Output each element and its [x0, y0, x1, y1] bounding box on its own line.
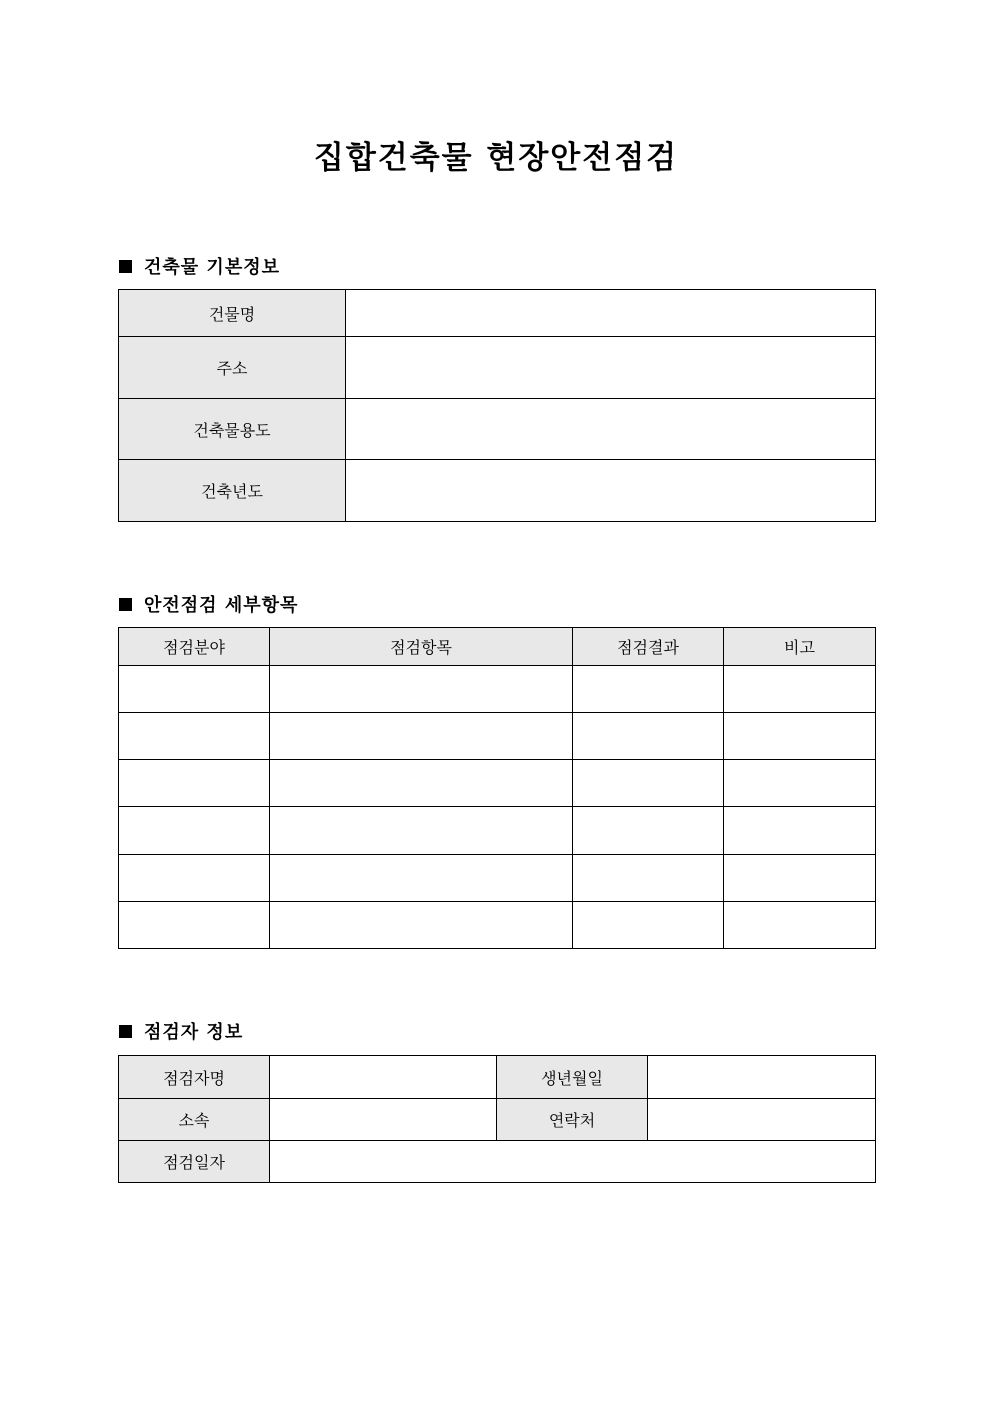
remarks-cell[interactable] — [724, 760, 876, 807]
section-heading-safety-check — [119, 591, 298, 617]
construction-year-field[interactable] — [346, 460, 876, 522]
result-cell[interactable] — [573, 807, 724, 855]
affiliation-field[interactable] — [270, 1099, 497, 1141]
label-inspection-date: 점검일자 — [119, 1141, 270, 1183]
label-birth-date: 생년월일 — [497, 1056, 648, 1099]
square-bullet-icon — [119, 260, 132, 273]
building-name-field[interactable] — [346, 290, 876, 337]
section-heading-basic-info — [119, 253, 280, 279]
table-row — [119, 855, 876, 902]
table-row — [119, 337, 876, 399]
label-address: 주소 — [119, 337, 346, 399]
remarks-cell[interactable] — [724, 666, 876, 713]
table-row — [119, 807, 876, 855]
building-use-field[interactable] — [346, 399, 876, 460]
contact-field[interactable] — [648, 1099, 876, 1141]
category-cell[interactable] — [119, 855, 270, 902]
remarks-cell[interactable] — [724, 902, 876, 949]
square-bullet-icon — [119, 1025, 132, 1038]
address-field[interactable] — [346, 337, 876, 399]
table-row — [119, 1056, 876, 1099]
column-header-remarks: 비고 — [724, 628, 876, 666]
table-header-row — [119, 628, 876, 666]
table-row — [119, 399, 876, 460]
item-cell[interactable] — [270, 713, 573, 760]
label-building-name: 건물명 — [119, 290, 346, 337]
square-bullet-icon — [119, 598, 132, 611]
category-cell[interactable] — [119, 807, 270, 855]
basic-info-table — [118, 289, 876, 522]
inspection-date-field[interactable] — [270, 1141, 876, 1183]
table-row — [119, 460, 876, 522]
document-title: 집합건축물 현장안전점검 — [313, 140, 679, 176]
section-heading-text: 건축물 기본정보 — [144, 257, 280, 278]
label-contact: 연락처 — [497, 1099, 648, 1141]
item-cell[interactable] — [270, 855, 573, 902]
remarks-cell[interactable] — [724, 807, 876, 855]
safety-check-table — [118, 627, 876, 949]
table-row — [119, 1099, 876, 1141]
column-header-item: 점검항목 — [270, 628, 573, 666]
item-cell[interactable] — [270, 807, 573, 855]
result-cell[interactable] — [573, 902, 724, 949]
result-cell[interactable] — [573, 666, 724, 713]
remarks-cell[interactable] — [724, 855, 876, 902]
result-cell[interactable] — [573, 855, 724, 902]
table-row — [119, 1141, 876, 1183]
table-row — [119, 713, 876, 760]
label-construction-year: 건축년도 — [119, 460, 346, 522]
category-cell[interactable] — [119, 713, 270, 760]
section-heading-inspector — [119, 1018, 243, 1044]
category-cell[interactable] — [119, 760, 270, 807]
section-heading-text: 점검자 정보 — [144, 1022, 244, 1043]
inspector-info-table — [118, 1055, 876, 1183]
label-affiliation: 소속 — [119, 1099, 270, 1141]
table-row — [119, 902, 876, 949]
item-cell[interactable] — [270, 760, 573, 807]
inspector-name-field[interactable] — [270, 1056, 497, 1099]
section-heading-text: 안전점검 세부항목 — [144, 595, 299, 616]
remarks-cell[interactable] — [724, 713, 876, 760]
label-building-use: 건축물용도 — [119, 399, 346, 460]
result-cell[interactable] — [573, 713, 724, 760]
table-row — [119, 666, 876, 713]
item-cell[interactable] — [270, 902, 573, 949]
column-header-result: 점검결과 — [573, 628, 724, 666]
category-cell[interactable] — [119, 666, 270, 713]
result-cell[interactable] — [573, 760, 724, 807]
column-header-category: 점검분야 — [119, 628, 270, 666]
table-row — [119, 290, 876, 337]
label-inspector-name: 점검자명 — [119, 1056, 270, 1099]
table-row — [119, 760, 876, 807]
category-cell[interactable] — [119, 902, 270, 949]
birth-date-field[interactable] — [648, 1056, 876, 1099]
item-cell[interactable] — [270, 666, 573, 713]
